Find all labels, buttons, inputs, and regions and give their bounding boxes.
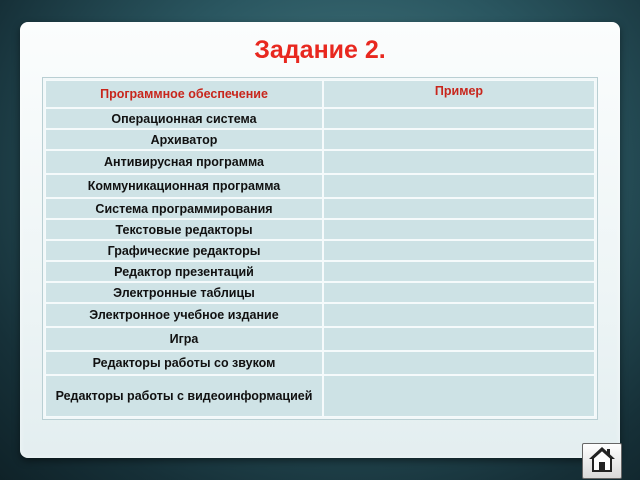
- software-type-cell: Система программирования: [45, 198, 323, 219]
- table-row: [45, 174, 595, 198]
- example-cell[interactable]: [323, 219, 595, 240]
- software-type-cell: Архиватор: [45, 129, 323, 150]
- software-type-cell: Операционная система: [45, 108, 323, 129]
- software-type-cell: Игра: [45, 327, 323, 351]
- table-row: [45, 282, 595, 303]
- example-cell[interactable]: [323, 240, 595, 261]
- software-type-cell: Графические редакторы: [45, 240, 323, 261]
- example-cell[interactable]: [323, 150, 595, 174]
- example-cell[interactable]: [323, 108, 595, 129]
- example-cell[interactable]: [323, 375, 595, 417]
- example-cell[interactable]: [323, 351, 595, 375]
- home-button[interactable]: [582, 443, 622, 479]
- home-icon: [587, 445, 617, 478]
- software-table: [43, 78, 597, 419]
- table-row: [45, 129, 595, 150]
- example-cell[interactable]: [323, 129, 595, 150]
- slide-title: Задание 2.: [254, 36, 386, 64]
- example-cell[interactable]: [323, 198, 595, 219]
- table-row: [45, 303, 595, 327]
- table-row: [45, 351, 595, 375]
- software-type-cell: Электронное учебное издание: [45, 303, 323, 327]
- table-row: [45, 108, 595, 129]
- table-header-row: [45, 80, 595, 108]
- software-type-cell: Редактор презентаций: [45, 261, 323, 282]
- software-type-cell: Коммуникационная программа: [45, 174, 323, 198]
- example-cell[interactable]: [323, 261, 595, 282]
- table-row: [45, 327, 595, 351]
- table-row: [45, 198, 595, 219]
- table-row: [45, 375, 595, 417]
- software-type-cell: Электронные таблицы: [45, 282, 323, 303]
- table-row: [45, 150, 595, 174]
- software-type-cell: Редакторы работы с видеоинформацией: [45, 375, 323, 417]
- software-type-cell: Текстовые редакторы: [45, 219, 323, 240]
- example-cell[interactable]: [323, 174, 595, 198]
- table-row: [45, 240, 595, 261]
- header-software: Программное обеспечение: [45, 80, 323, 108]
- software-type-cell: Антивирусная программа: [45, 150, 323, 174]
- example-cell[interactable]: [323, 303, 595, 327]
- example-cell[interactable]: [323, 282, 595, 303]
- header-example: Пример: [323, 80, 595, 108]
- table-row: [45, 219, 595, 240]
- table-row: [45, 261, 595, 282]
- software-type-cell: Редакторы работы со звуком: [45, 351, 323, 375]
- example-cell[interactable]: [323, 327, 595, 351]
